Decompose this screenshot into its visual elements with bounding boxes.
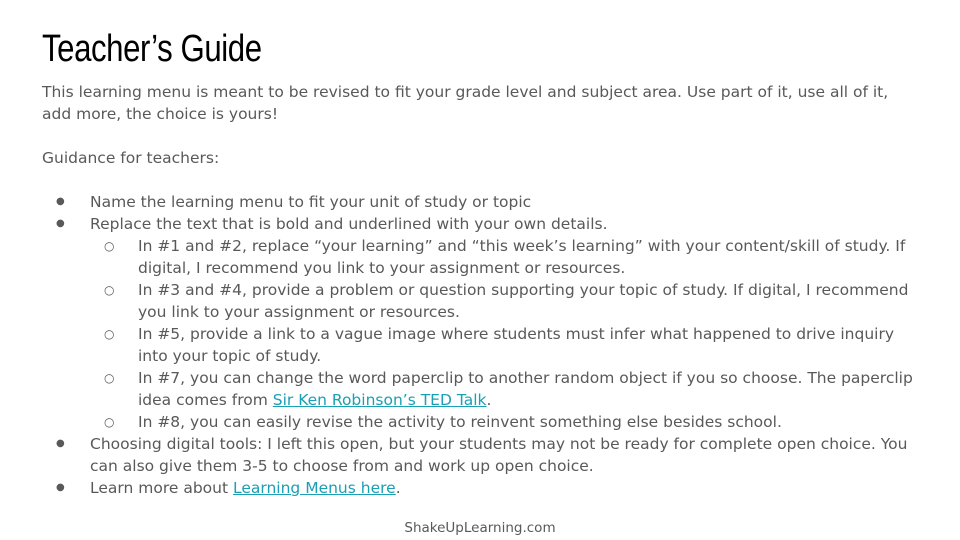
sub-list-item xyxy=(90,235,922,279)
sub-bullet-text: In #5, provide a link to a vague image where students must infer what happened to drive inquiry into your topic of study. xyxy=(138,325,895,365)
ted-talk-link[interactable]: Sir Ken Robinson’s TED Talk xyxy=(272,391,487,409)
sub-bullet-end: . xyxy=(486,391,492,409)
sub-list-item xyxy=(90,411,922,433)
footer-website: ShakeUpLearning.com xyxy=(404,520,556,536)
list-item xyxy=(42,433,922,477)
bullet-text: Choosing digital tools: I left this open, but your students may not be ready for complete open choice. You can also give them 3-5 to choose from and work up open choice. xyxy=(90,435,908,475)
guide-content xyxy=(42,81,922,499)
intro-paragraph: This learning menu is meant to be revised to fit your grade level and subject area. Use part of it, use all of it, add more, the choice is yours! xyxy=(42,83,889,123)
list-item xyxy=(42,213,922,433)
list-item xyxy=(42,477,922,499)
list-item xyxy=(42,191,922,213)
sub-bullet-text: In #7, you can change the word paperclip to another random object if you so choose. The paperclip idea comes from xyxy=(138,369,913,409)
guidance-heading: Guidance for teachers: xyxy=(42,149,220,167)
bullet-text: Replace the text that is bold and underlined with your own details. xyxy=(90,215,608,233)
sub-list xyxy=(90,235,922,433)
page-title: Teacher’s Guide xyxy=(42,28,262,70)
learning-menus-link[interactable]: Learning Menus here xyxy=(232,479,396,497)
sub-list-item xyxy=(90,367,922,411)
guidance-list xyxy=(42,191,922,499)
sub-list-item xyxy=(90,279,922,323)
sub-bullet-text: In #1 and #2, replace “your learning” and “this week’s learning” with your content/skill of study. If digital, I recommend you link to your assignment or resources. xyxy=(138,237,906,277)
bullet-text: Name the learning menu to fit your unit of study or topic xyxy=(90,193,532,211)
paragraph-gap xyxy=(42,169,922,191)
bullet-text: Learn more about xyxy=(90,479,233,497)
sub-bullet-text: In #3 and #4, provide a problem or question supporting your topic of study. If digital, I recommend you link to your assignment or resources. xyxy=(138,281,909,321)
bullet-end: . xyxy=(395,479,401,497)
paragraph-gap xyxy=(42,125,922,147)
sub-bullet-text: In #8, you can easily revise the activity to reinvent something else besides school. xyxy=(138,413,782,431)
sub-list-item xyxy=(90,323,922,367)
